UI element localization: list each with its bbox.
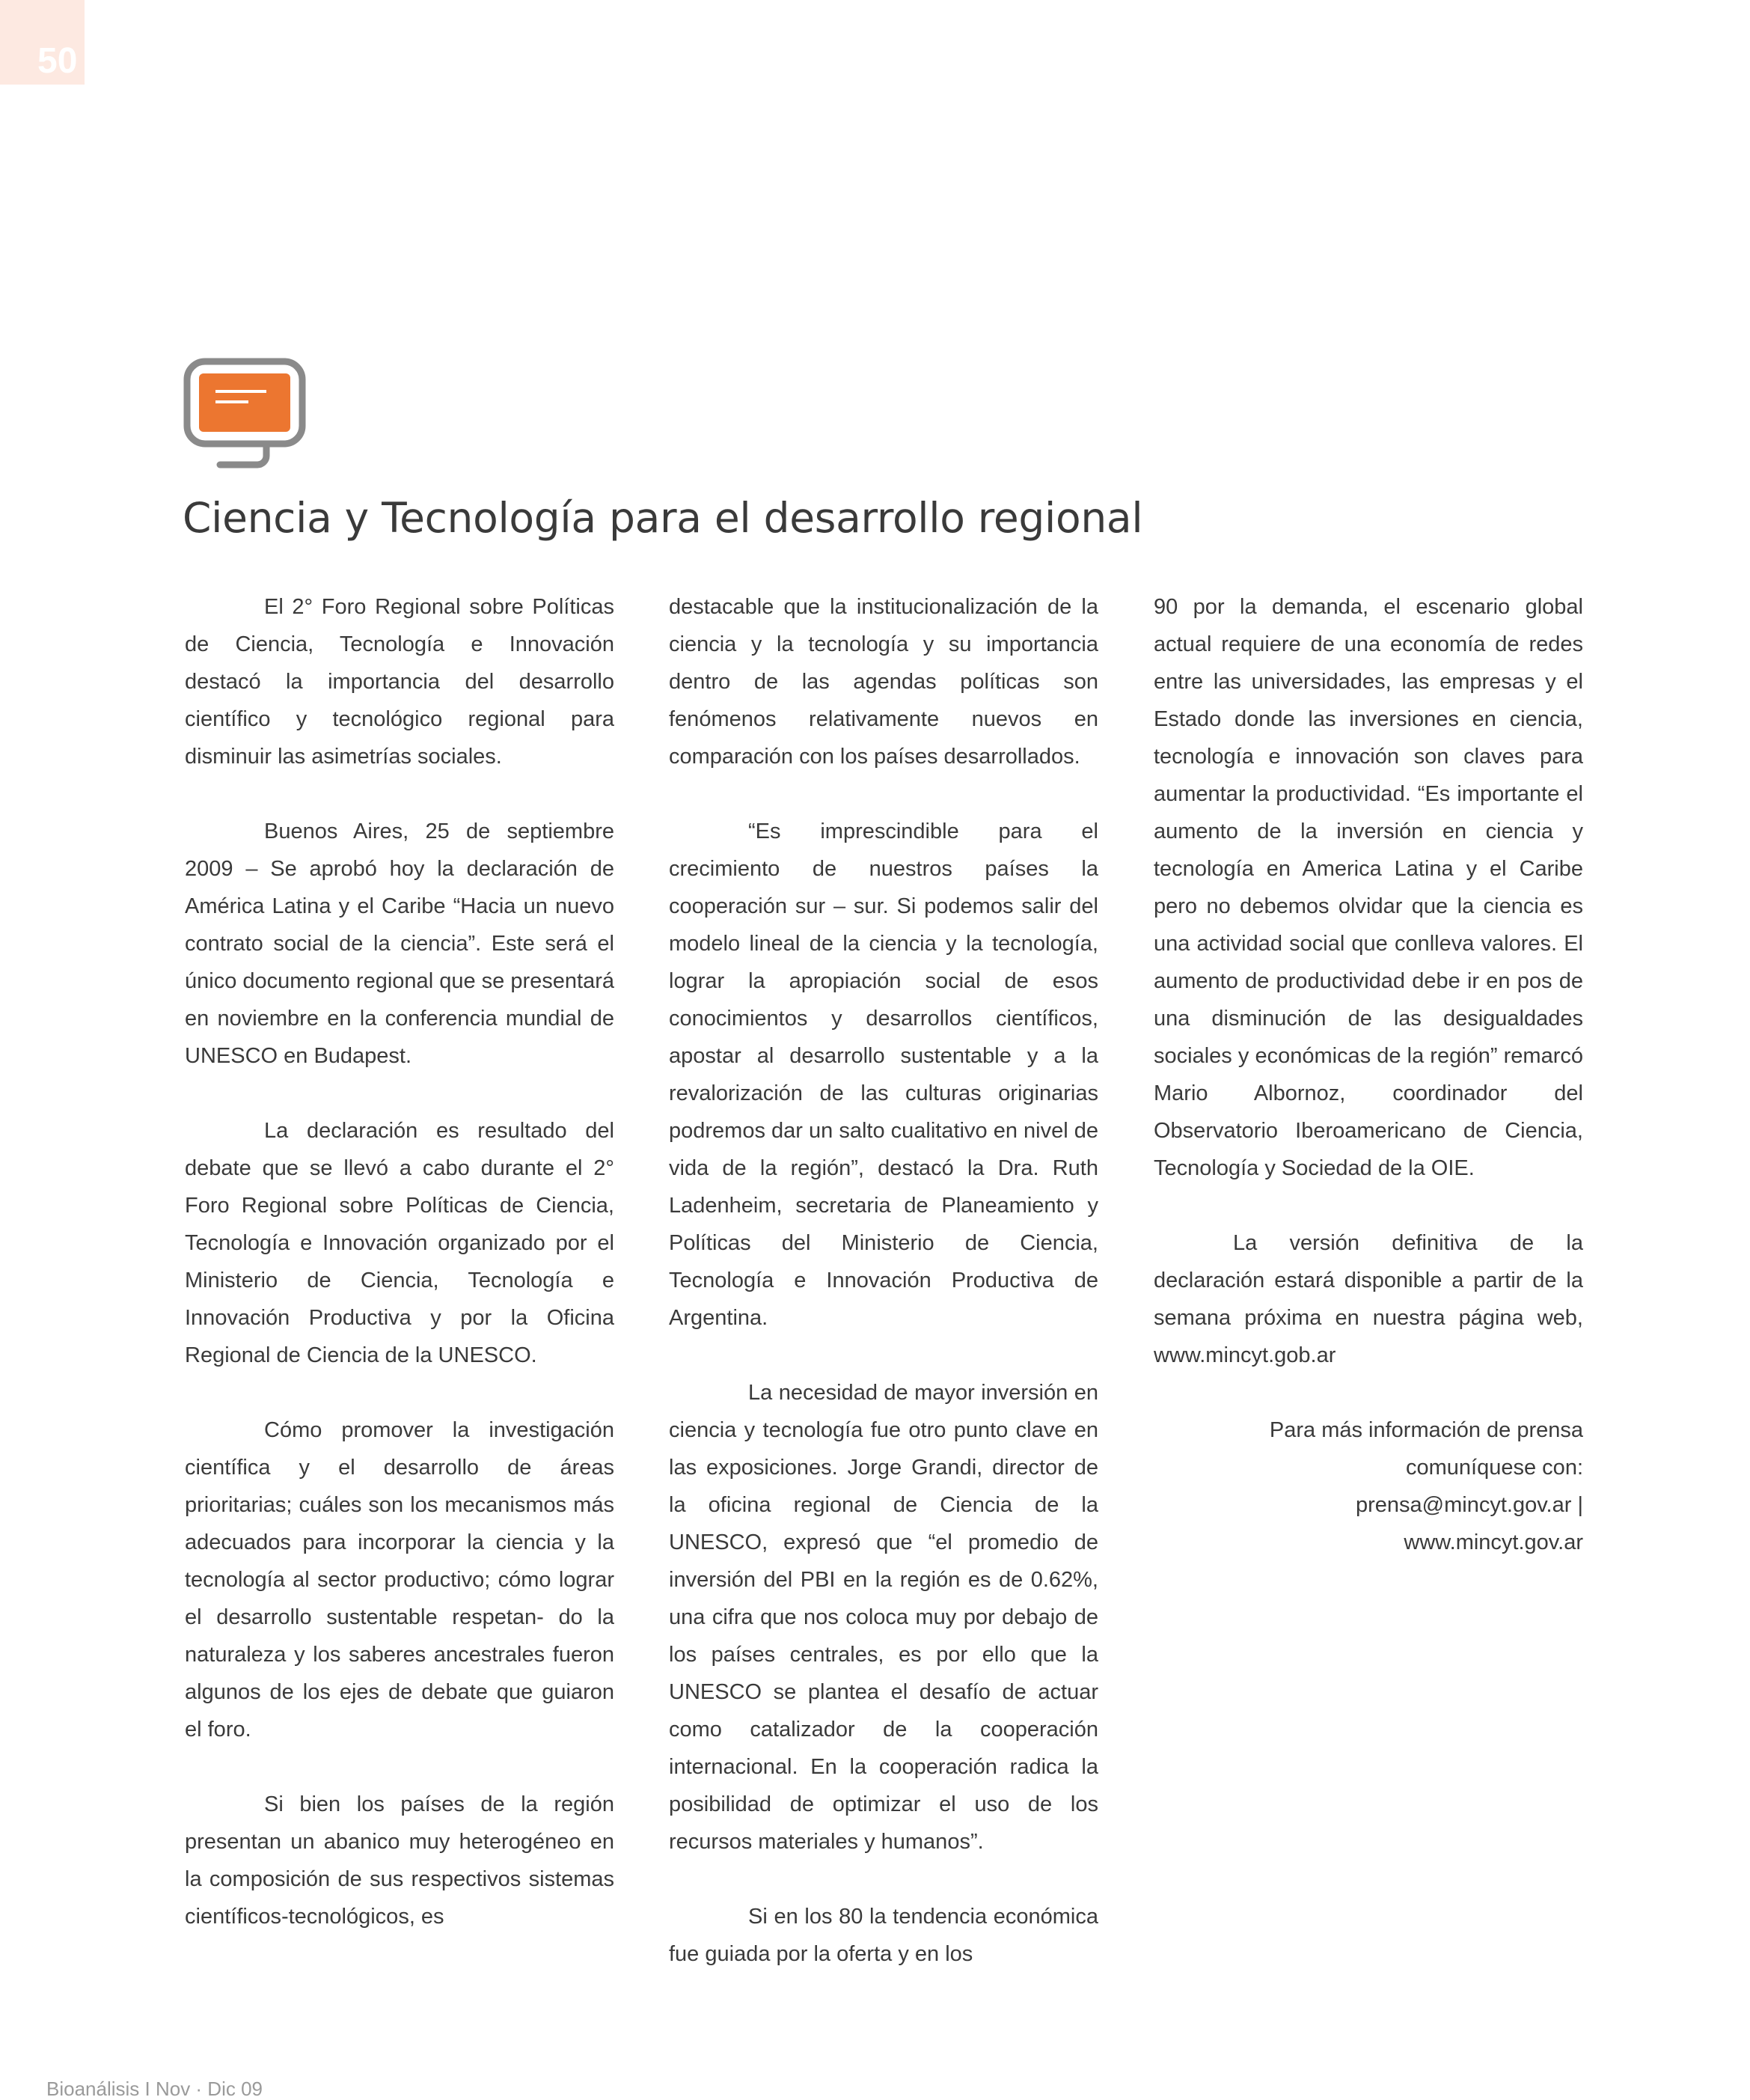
article-column-1 bbox=[185, 588, 614, 1973]
paragraph: El 2° Foro Regional sobre Políticas de Ciencia, Tecnología e Innovación destacó la importancia del desarrollo científico y tecnológico regional para disminuir las asimetrías sociales. bbox=[185, 595, 614, 769]
article-column-2 bbox=[669, 588, 1098, 2010]
paragraph: La declaración es resultado del debate que se llevó a cabo durante el 2° Foro Regional sobre Políticas de Ciencia, Tecnología e Innovación organizado por el Ministerio de Ciencia, Tecnología e Innovación Productiva y por la Oficina Regional de Ciencia de la UNESCO. bbox=[185, 1119, 614, 1367]
paragraph: Si bien los países de la región presentan un abanico muy heterogéneo en la composición de sus respectivos sistemas científicos-tecnológicos, es bbox=[185, 1792, 614, 1929]
contact-line: comuníquese con: bbox=[1406, 1456, 1583, 1480]
article-column-3 bbox=[1154, 588, 1583, 1561]
paragraph: Cómo promover la investigación científica y el desarrollo de áreas prioritarias; cuáles son los mecanismos más adecuados para incorporar la ciencia y la tecnología al sector productivo; cómo lograr el desarrollo sustentable respetan- do la naturaleza y los saberes ancestrales fueron algunos de los ejes de debate que guiaron el foro. bbox=[185, 1418, 614, 1742]
paragraph: destacable que la institucionalización de la ciencia y la tecnología y su importancia dentro de las agendas políticas son fenómenos relativamente nuevos en comparación con los países desarrollados. bbox=[669, 595, 1098, 769]
page-number: 50 bbox=[0, 0, 85, 85]
paragraph: “Es imprescindible para el crecimiento de nuestros países la cooperación sur – sur. Si podemos salir del modelo lineal de la ciencia y la tecnología, lograr la apropiación social de esos conocimientos y desarrollos científicos, apostar al desarrollo sustentable y a la revalorización de las culturas originarias podremos dar un salto cualitativo en nivel de vida de la región”, destacó la Dra. Ruth Ladenheim, secretaria de Planeamiento y Políticas del Ministerio de Ciencia, Tecnología e Innovación Productiva de Argentina. bbox=[669, 819, 1098, 1330]
article-title: Ciencia y Tecnología para el desarrollo regional bbox=[183, 494, 1143, 542]
paragraph: Buenos Aires, 25 de septiembre 2009 – Se aprobó hoy la declaración de América Latina y el Caribe “Hacia un nuevo contrato social de la ciencia”. Este será el único documento regional que se presentará en noviembre en la conferencia mundial de UNESCO en Budapest. bbox=[185, 819, 614, 1068]
contact-email[interactable]: prensa@mincyt.gov.ar | bbox=[1356, 1493, 1583, 1517]
contact-website[interactable]: www.mincyt.gov.ar bbox=[1404, 1530, 1583, 1554]
press-contact bbox=[1154, 1411, 1583, 1561]
contact-line: Para más información de prensa bbox=[1269, 1418, 1583, 1442]
speech-bubble-icon bbox=[183, 357, 307, 469]
page-footer: Bioanálisis I Nov · Dic 09 bbox=[46, 2078, 263, 2100]
paragraph: La versión definitiva de la declaración estará disponible a partir de la semana próxima en nuestra página web, www.mincyt.gob.ar bbox=[1154, 1231, 1583, 1367]
paragraph: La necesidad de mayor inversión en ciencia y tecnología fue otro punto clave en las exposiciones. Jorge Grandi, director de la oficina regional de Ciencia de la UNESCO, expresó que “el promedio de inversión del PBI en la región es de 0.62%, una cifra que nos coloca muy por debajo de los países centrales, es por ello que la UNESCO se plantea el desafío de actuar como catalizador de la cooperación internacional. En la cooperación radica la posibilidad de optimizar el uso de los recursos materiales y humanos”. bbox=[669, 1381, 1098, 1854]
paragraph: Si en los 80 la tendencia económica fue guiada por la oferta y en los bbox=[669, 1905, 1098, 1966]
paragraph: 90 por la demanda, el escenario global actual requiere de una economía de redes entre las universidades, las empresas y el Estado donde las inversiones en ciencia, tecnología e innovación son claves para aumentar la productividad. “Es importante el aumento de la inversión en ciencia y tecnología en America Latina y el Caribe pero no debemos olvidar que la ciencia es una actividad social que conlleva valores. El aumento de productividad debe ir en pos de una disminución de las desigualdades sociales y económicas de la región” remarcó Mario Albornoz, coordinador del Observatorio Iberoamericano de Ciencia, Tecnología y Sociedad de la OIE. bbox=[1154, 595, 1583, 1180]
